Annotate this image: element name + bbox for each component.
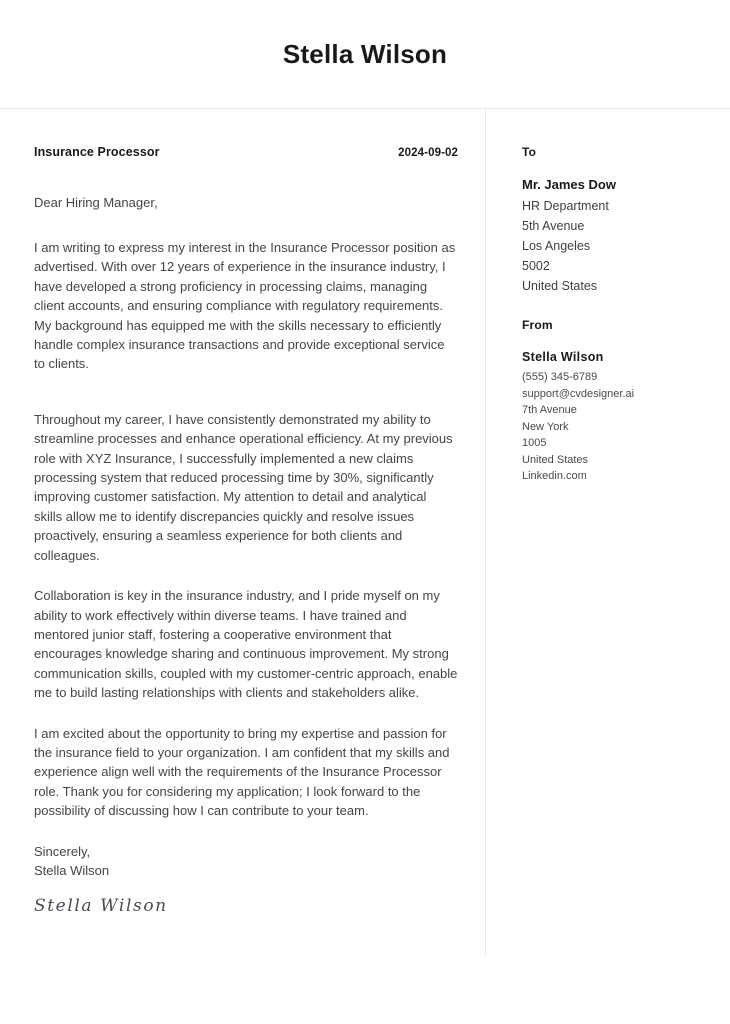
sender-block	[522, 318, 712, 485]
letter-date: 2024-09-02	[398, 147, 458, 159]
letter-body	[0, 109, 730, 1024]
sender-line: 7th Avenue	[522, 404, 577, 416]
recipient-line: 5th Avenue	[522, 219, 585, 233]
sender-email[interactable]: support@cvdesigner.ai	[522, 387, 635, 400]
closing-name: Stella Wilson	[34, 862, 110, 878]
body-paragraph-3: Collaboration is key in the insurance industry, and I pride myself on my ability to work effectively within diverse teams. I have trained and mentored junior staff, fostering a cooperative environment that encourages knowledge sharing and continuous improvement. My strong communication skills, coupled with my customer-centric approach, enable me to build lasting relationships with clients and stakeholders alike.	[34, 588, 458, 701]
to-heading: To	[522, 145, 537, 159]
letter-side-column	[486, 109, 730, 507]
letter-header	[0, 0, 730, 109]
closing-word: Sincerely,	[34, 843, 91, 859]
sender-line: United States	[522, 453, 589, 466]
recipient-name: Mr. James Dow	[522, 177, 616, 192]
recipient-block	[522, 145, 712, 296]
sender-phone: (555) 345-6789	[522, 371, 598, 383]
sender-line: 1005	[522, 437, 547, 449]
salutation: Dear Hiring Manager,	[34, 195, 158, 210]
recipient-line: HR Department	[522, 199, 609, 213]
recipient-line: 5002	[522, 259, 550, 273]
letter-main-column	[0, 109, 485, 917]
sender-name: Stella Wilson	[522, 350, 604, 364]
body-paragraph-1: I am writing to express my interest in the Insurance Processor position as advertised. With over 12 years of experience in the insurance industry, I have developed a strong proficiency in processing claims, managing client accounts, and ensuring compliance with regulatory requirements. My background has equipped me with the skills necessary to efficiently handle complex insurance transactions and provide exceptional service to clients.	[34, 240, 456, 372]
job-title-date-row	[34, 145, 458, 159]
body-paragraph-2: Throughout my career, I have consistently demonstrated my ability to streamline processes and enhance operational efficiency. At my previous role with XYZ Insurance, I successfully implemented a new claims processing system that reduced processing time by 30%, significantly improving customer satisfaction. My attention to detail and analytical skills allow me to identify discrepancies quickly and resolve issues proactively, ensuring a seamless experience for both clients and colleagues.	[34, 411, 453, 563]
recipient-line: United States	[522, 279, 598, 293]
page-title: Stella Wilson	[282, 38, 448, 69]
sender-linkedin[interactable]: Linkedin.com	[522, 470, 587, 482]
closing-block	[34, 842, 458, 881]
from-heading: From	[522, 318, 553, 332]
signature: Stella Wilson	[34, 896, 168, 917]
recipient-line: Los Angeles	[522, 239, 591, 253]
body-paragraph-4: I am excited about the opportunity to bring my expertise and passion for the insurance field to your organization. I am confident that my skills and experience align well with the requirements of the Insurance Processor role. Thank you for considering my application; I look forward to the possibility of discussing how I can contribute to your team.	[34, 725, 450, 819]
job-title: Insurance Processor	[34, 145, 160, 159]
sender-line: New York	[522, 420, 569, 433]
